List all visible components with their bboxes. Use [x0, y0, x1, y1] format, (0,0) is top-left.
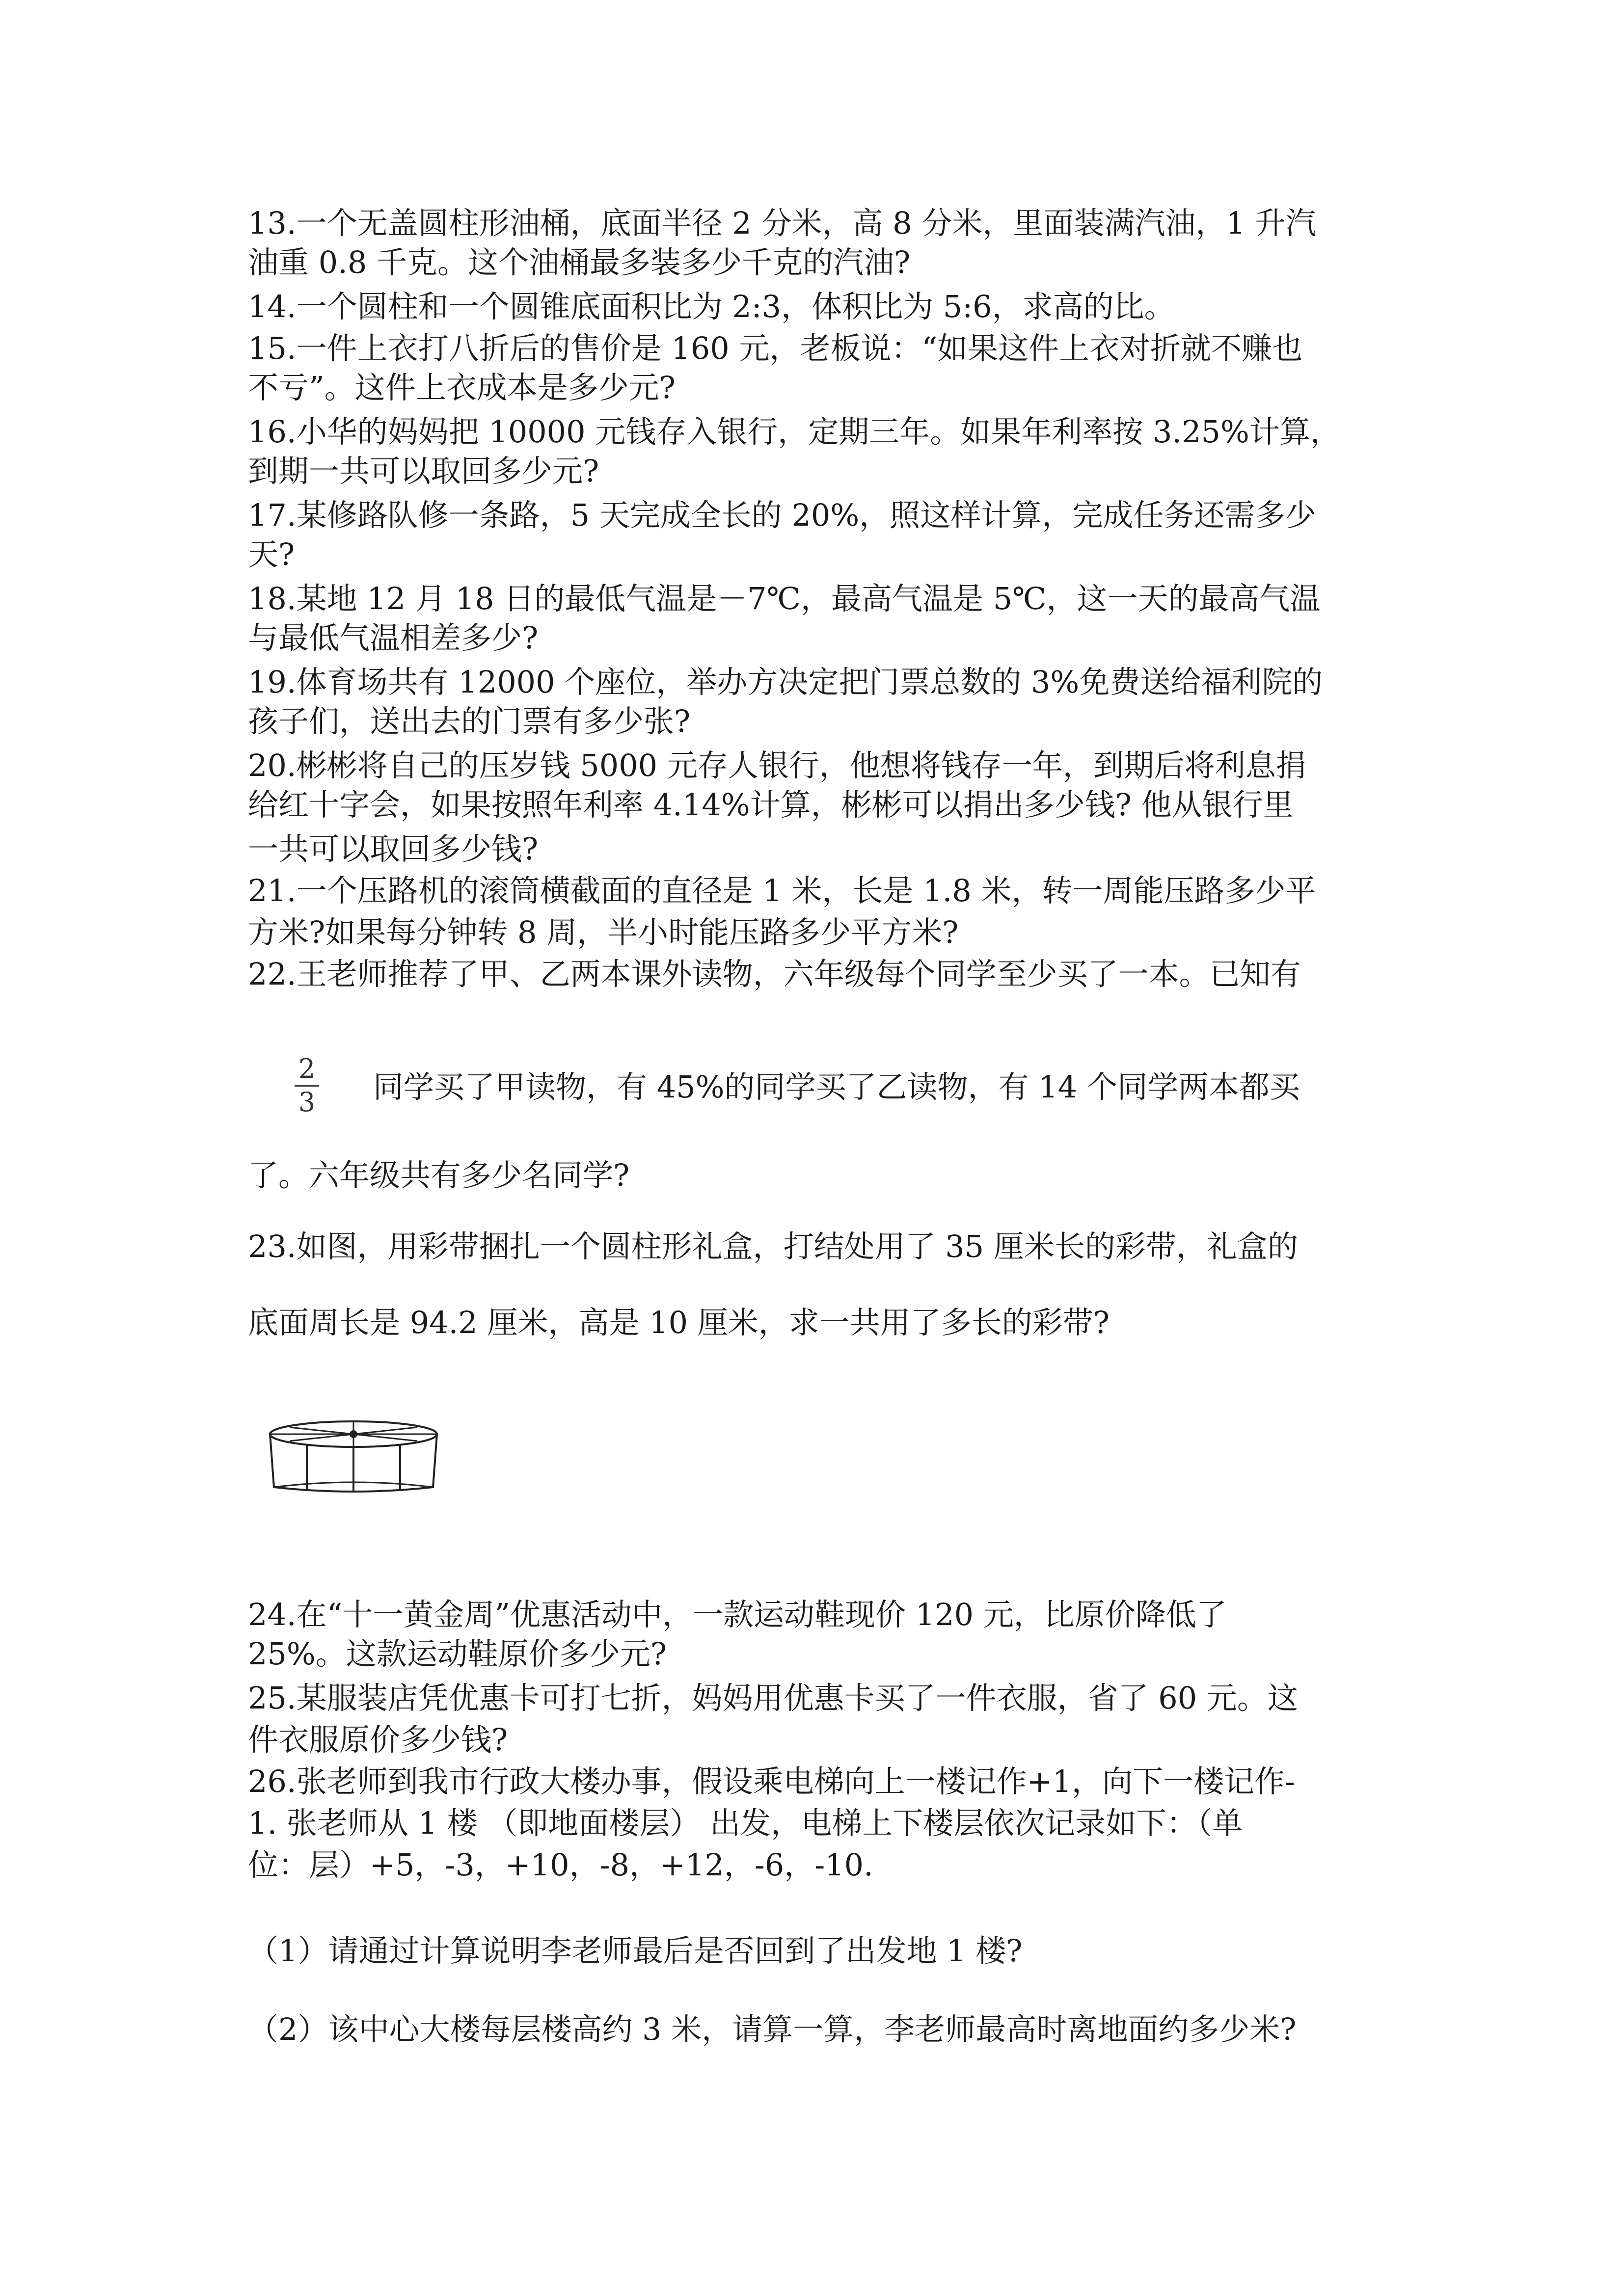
cylinder-gift-box-icon: [260, 1414, 447, 1497]
question-26-line-1: 26.张老师到我市行政大楼办事，假设乘电梯向上一楼记作+1，向下一楼记作-: [248, 1763, 1295, 1799]
question-22-line-3: 了。六年级共有多少名同学?: [248, 1157, 630, 1193]
question-19-line-2: 孩子们，送出去的门票有多少张?: [248, 703, 691, 739]
question-15-line-1: 15.一件上衣打八折后的售价是 160 元，老板说：“如果这件上衣对折就不赚也: [248, 330, 1303, 366]
question-13-line-2: 油重 0.8 千克。这个油桶最多装多少千克的汽油?: [248, 244, 911, 280]
question-21-line-2: 方米?如果每分钟转 8 周，半小时能压路多少平方米?: [248, 914, 959, 950]
question-21-line-1: 21.一个压路机的滚筒横截面的直径是 1 米，长是 1.8 米，转一周能压路多少平: [248, 873, 1316, 908]
question-16-line-1: 16.小华的妈妈把 10000 元钱存入银行，定期三年。如果年利率按 3.25%计算，: [248, 414, 1341, 450]
question-23-line-1: 23.如图，用彩带捆扎一个圆柱形礼盒，打结处用了 35 厘米长的彩带，礼盒的: [248, 1228, 1298, 1264]
question-20-line-2: 给红十字会，如果按照年利率 4.14%计算，彬彬可以捐出多少钱? 他从银行里: [248, 787, 1294, 823]
question-15-line-2: 不亏”。这件上衣成本是多少元?: [248, 370, 676, 405]
question-26-line-2: 1. 张老师从 1 楼 （即地面楼层） 出发，电梯上下楼层依次记录如下：（单: [248, 1805, 1243, 1841]
question-19-line-1: 19.体育场共有 12000 个座位，举办方决定把门票总数的 3%免费送给福利院的: [248, 664, 1323, 700]
question-20-line-1: 20.彬彬将自己的压岁钱 5000 元存人银行，他想将钱存一年，到期后将利息捐: [248, 748, 1306, 783]
question-17-line-2: 天?: [248, 536, 295, 572]
question-24-line-1: 24.在“十一黄金周”优惠活动中，一款运动鞋现价 120 元，比原价降低了: [248, 1597, 1227, 1632]
question-24-line-2: 25%。这款运动鞋原价多少元?: [248, 1636, 667, 1672]
question-17-line-1: 17.某修路队修一条路，5 天完成全长的 20%，照这样计算，完成任务还需多少: [248, 497, 1316, 533]
question-20-line-3: 一共可以取回多少钱?: [248, 831, 539, 867]
fraction-numerator: 2: [298, 1053, 316, 1084]
question-18-line-2: 与最低气温相差多少?: [248, 620, 539, 656]
question-16-line-2: 到期一共可以取回多少元?: [248, 453, 599, 489]
question-26-sub-2: （2）该中心大楼每层楼高约 3 米，请算一算，李老师最高时离地面约多少米?: [248, 2011, 1297, 2047]
question-22-line-2: 同学买了甲读物，有 45%的同学买了乙读物，有 14 个同学两本都买: [373, 1069, 1300, 1105]
question-26-sub-1: （1）请通过计算说明李老师最后是否回到了出发地 1 楼?: [248, 1933, 1023, 1969]
fraction-denominator: 3: [298, 1087, 316, 1118]
question-25-line-2: 件衣服原价多少钱?: [248, 1722, 508, 1758]
question-13-line-1: 13.一个无盖圆柱形油桶，底面半径 2 分米，高 8 分米，里面装满汽油，1 升汽: [248, 205, 1316, 241]
question-22-line-1: 22.王老师推荐了甲、乙两本课外读物，六年级每个同学至少买了一本。已知有: [248, 956, 1301, 992]
question-23-line-2: 底面周长是 94.2 厘米，高是 10 厘米，求一共用了多长的彩带?: [248, 1305, 1110, 1340]
question-26-line-3: 位：层）+5，-3，+10，-8，+12，-6，-10.: [248, 1847, 873, 1883]
fraction-two-thirds: [295, 1055, 319, 1116]
question-14: 14.一个圆柱和一个圆锥底面积比为 2:3，体积比为 5:6，求高的比。: [248, 289, 1175, 324]
question-18-line-1: 18.某地 12 月 18 日的最低气温是－7℃，最高气温是 5℃，这一天的最高气温: [248, 581, 1321, 616]
question-25-line-1: 25.某服装店凭优惠卡可打七折，妈妈用优惠卡买了一件衣服，省了 60 元。这: [248, 1680, 1298, 1716]
